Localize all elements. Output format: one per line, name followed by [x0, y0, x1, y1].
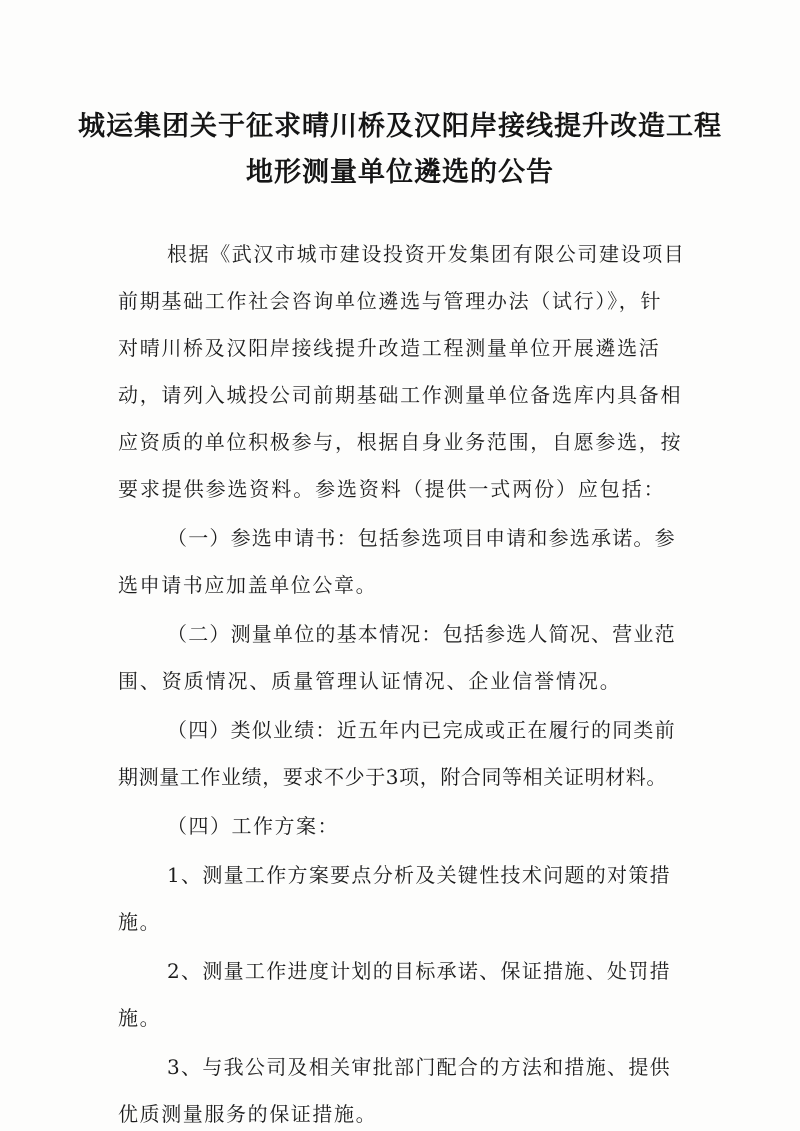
intro-line: 要求提供参选资料。参选资料（提供一式两份）应包括： — [118, 477, 666, 501]
intro-line: 动，请列入城投公司前期基础工作测量单位备选库内具备相 — [118, 383, 683, 407]
plan-3-line: 优质测量服务的保证措施。 — [118, 1102, 378, 1126]
item-3-line: （四）类似业绩：近五年内已完成或正在履行的同类前 — [167, 718, 676, 742]
document-title-line-1: 城运集团关于征求晴川桥及汉阳岸接线提升改造工程 — [78, 111, 722, 142]
item-2-line: （二）测量单位的基本情况：包括参选人简况、营业范 — [167, 622, 676, 646]
item-1-line: 选申请书应加盖单位公章。 — [118, 573, 378, 597]
plan-2-line: 施。 — [118, 1006, 162, 1030]
item-1-line: （一）参选申请书：包括参选项目申请和参选承诺。参 — [167, 526, 676, 550]
item-2-line: 围、资质情况、质量管理认证情况、企业信誉情况。 — [118, 669, 622, 693]
plan-1-line: 1、测量工作方案要点分析及关键性技术问题的对策措 — [167, 863, 671, 887]
intro-line: 前期基础工作社会咨询单位遴选与管理办法（试行）》，针 — [118, 289, 663, 313]
plan-3-line: 3、与我公司及相关审批部门配合的方法和措施、提供 — [167, 1055, 671, 1079]
plan-2-line: 2、测量工作进度计划的目标承诺、保证措施、处罚措 — [167, 959, 671, 983]
intro-line: 应资质的单位积极参与，根据自身业务范围，自愿参选，按 — [118, 430, 683, 454]
item-3-line: 期测量工作业绩，要求不少于3项，附合同等相关证明材料。 — [118, 765, 667, 789]
intro-line: 根据《武汉市城市建设投资开发集团有限公司建设项目 — [167, 242, 686, 266]
document-title-line-2: 地形测量单位遴选的公告 — [246, 157, 554, 188]
intro-line: 对晴川桥及汉阳岸接线提升改造工程测量单位开展遴选活 — [118, 336, 661, 360]
item-4-line: （四）工作方案： — [167, 814, 339, 838]
plan-1-line: 施。 — [118, 910, 162, 934]
